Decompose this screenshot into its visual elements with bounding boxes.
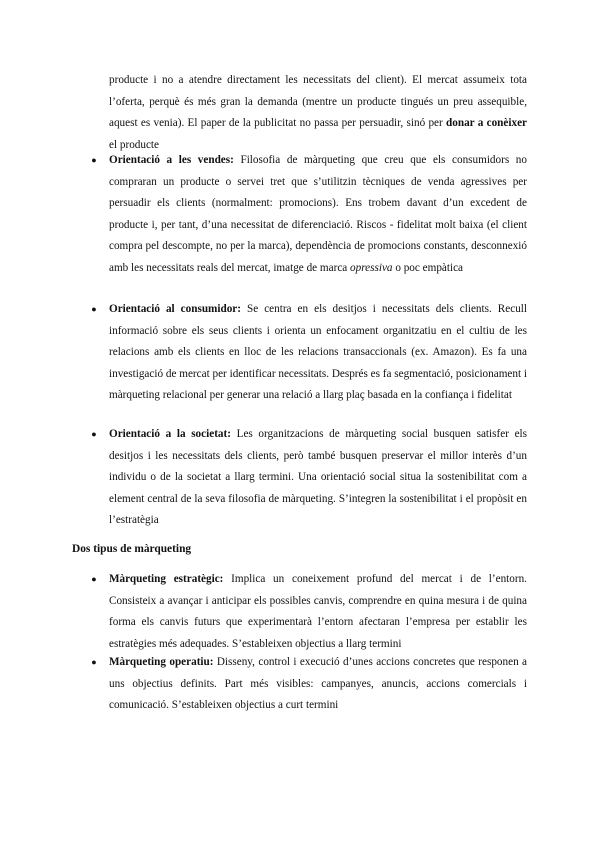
- bullet-icon: ●: [91, 429, 97, 439]
- list-item-sales-orientation: [91, 150, 527, 279]
- list-item-society-orientation: [91, 424, 527, 532]
- item-text-1: Filosofia de màrqueting que creu que els consumidors no compraran un producte o servei tret que s’utilitzin tècniques de venda agressives per persuadir els clients (normalment: promocions). Ens trobem davant d’un excedent de producte i, per tant, d’una necessitat de diferenciació. Riscos - fidelitat molt baixa (el client compra pel descompte, no per la marca), dependència de promocions constants, desconnexió amb les necessitats reals del mercat, imatge de marca: [109, 154, 527, 274]
- item-text: Implica un coneixement profund del mercat i de l’entorn. Consisteix a avançar i anticipar els possibles canvis, comprendre en quina mesura i de quina forma els canvis futurs que experimentarà l’entorn afectaran l’empresa per establir les estratègies més adequades. S’estableixen objectius a llarg termini: [109, 573, 527, 650]
- item-text: Disseny, control i execució d’unes accions concretes que responen a uns objectius definits. Part més visibles: campanyes, anuncis, accions comercials i comunicació. S’estableixen objectius a curt termini: [109, 656, 527, 711]
- list-item-consumer-orientation: [91, 299, 527, 407]
- intro-bold: donar a conèixer: [446, 117, 528, 129]
- item-title: Orientació a les vendes:: [109, 154, 234, 166]
- item-text: Les organitzacions de màrqueting social busquen satisfer els desitjos i les necessitats dels clients, però també busquen preservar el millor interès d’un individu o de la societat a llarg termini. Una orientació social situa la sostenibilitat com a element central de la seva filosofia de màrqueting. S’integren la sostenibilitat i el propòsit en l’estratègia: [109, 428, 527, 526]
- item-title: Orientació al consumidor:: [109, 303, 241, 315]
- bullet-icon: ●: [91, 574, 97, 584]
- bullet-icon: ●: [91, 304, 97, 314]
- item-title: Màrqueting estratègic:: [109, 573, 224, 585]
- bullet-icon: ●: [91, 155, 97, 165]
- item-text-2: o poc empàtica: [392, 261, 464, 274]
- item-text: Se centra en els desitjos i necessitats dels clients. Recull informació sobre els seus clients i orienta un enfocament organitzatiu en el cultiu de les relacions amb els clients en lloc de les relacions transaccionals (ex. Amazon). Es fa una investigació de mercat per identificar necessitats. Després es fa segmentació, posicionament i màrqueting relacional per generar una relació a llarg plaç basada en la confiança i fidelitat: [109, 303, 527, 401]
- bullet-icon: ●: [91, 657, 97, 667]
- intro-text-1: producte i no a atendre directament les necessitats del client). El mercat assumeix tota l’oferta, perquè és més gran la demanda (mentre un producte tingués un preu assequible, aquest es venia). El paper de la publicitat no passa per persuadir, sinó per: [109, 74, 527, 129]
- item-title: Màrqueting operatiu:: [109, 656, 214, 668]
- intro-text-2: el producte: [109, 138, 160, 151]
- list-item-operational-marketing: [91, 652, 527, 717]
- item-italic: opressiva: [350, 261, 393, 274]
- intro-paragraph: [109, 70, 527, 156]
- list-item-strategic-marketing: [91, 569, 527, 655]
- section-heading: Dos tipus de màrqueting: [72, 543, 192, 555]
- item-title: Orientació a la societat:: [109, 428, 231, 440]
